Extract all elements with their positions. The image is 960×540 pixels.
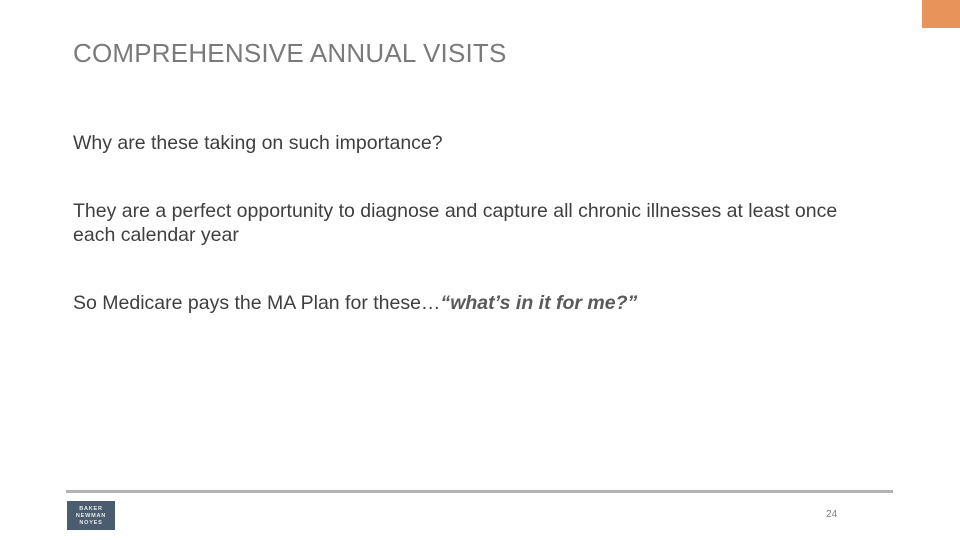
accent-corner-square — [922, 0, 960, 28]
bullet-medicare — [73, 291, 873, 315]
logo-line-3: NOYES — [79, 519, 103, 526]
footer-divider — [66, 490, 893, 493]
bullet-medicare-emphasis: “what’s in it for me?” — [440, 292, 638, 314]
logo-line-2: NEWMAN — [75, 512, 107, 519]
logo-line-1: BAKER — [79, 505, 103, 512]
bullet-question: Why are these taking on such importance? — [73, 132, 443, 154]
bullet-medicare-lead: So Medicare pays the MA Plan for these… — [73, 292, 441, 314]
company-logo — [67, 501, 115, 530]
page-number: 24 — [826, 509, 838, 520]
bullet-opportunity: They are a perfect opportunity to diagnose and capture all chronic illnesses at least once each calendar year — [73, 200, 838, 246]
slide-title: COMPREHENSIVE ANNUAL VISITS — [73, 38, 507, 68]
